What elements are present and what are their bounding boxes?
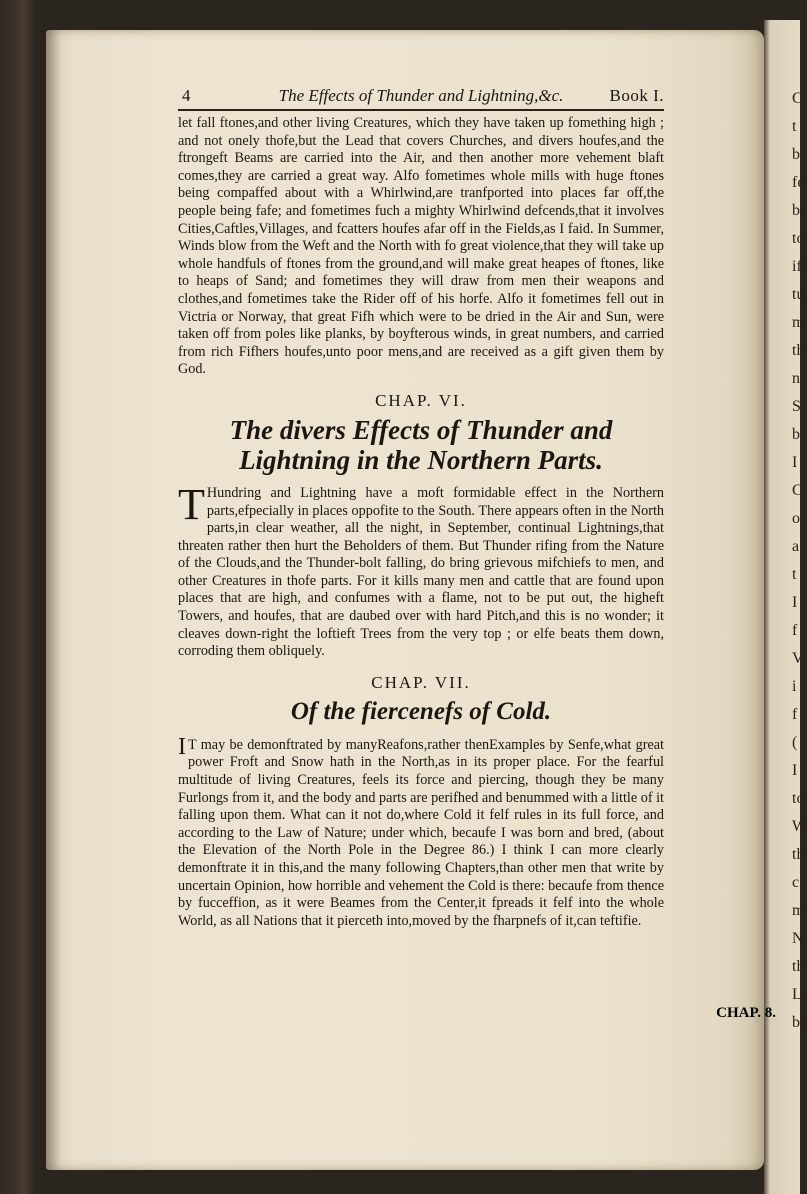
facing-page-fragment: C <box>792 90 803 107</box>
facing-page-fragment: I <box>792 762 798 779</box>
facing-page-fragment: bi <box>792 202 805 219</box>
facing-page-fragment: I <box>792 454 798 471</box>
facing-page-fragment: ( <box>792 734 798 751</box>
chapter-6-label: CHAP. VI. <box>375 390 467 410</box>
chapter-7-paragraph <box>178 733 664 931</box>
header-rule <box>178 109 664 111</box>
facing-page-fragment: N <box>792 930 804 947</box>
page-content <box>178 86 664 930</box>
facing-page-fragment: Li <box>792 986 807 1003</box>
chapter-7-body: T may be demonftrated by manyReafons,rather thenExamples by Senfe,what great power Froft and Snow hath in the North,as in its proper place. For the fearful multitude of living Creatures, feels its force and piercing, though they be many Furlongs from it, and the body and parts are perifhed and benummed with a little of it falling upon them. What can it not do,where Cold it felf rules in its full force, and according to the Law of Nature; under which, becaufe I was born and bred, (about the Elevation of the North Pole in the Degree 86.) I think I can more clearly demonftrate it in this,and the many following Chapters,than other men that write by uncertain Opinion, how horrible and vehement the Cold is there: becaufe from thence by fucceffion, as it were Beames from the Center,it fpreads it felf into the whole World, as all Nations that it pierceth into,moved by the fharpnefs of it,can teftifie. <box>178 736 664 929</box>
facing-page-fragment: ba <box>792 1014 807 1031</box>
facing-page-fragment: th <box>792 342 805 359</box>
chapter-6-body: Hundring and Lightning have a moft formidable effect in the Northern parts,efpecially in places oppofite to the South. There appears often in the North parts,in clear weather, all the night, in September, continual Lightnings,that threaten rather then hurt the Beholders of them. But Thunder rifing from the Nature of the Clouds,and the Thunder-bolt falling, do bring grievous mifchiefs to men, and other Creatures in thofe parts. For it kills many men and cattle that are found upon places that are high, and confumes with a flame, not to be put out, the higheft Towers, and houfes, that are daubed over with hard Pitch,and this is no wonder; it cleaves down-right the loftieft Trees from the very top ; or elfe beats them down, corroding them obliquely. <box>178 484 664 660</box>
facing-page-fragment: C <box>792 482 803 499</box>
facing-page-fragment: b <box>792 146 800 163</box>
facing-page-fragment: to <box>792 790 805 807</box>
chapter-6-paragraph <box>178 479 664 661</box>
facing-page-fragment: m <box>792 314 805 331</box>
chapter-7-drop-cap: I <box>178 733 186 760</box>
catchword: CHAP. 8. <box>716 1005 776 1021</box>
facing-page-fragment: th <box>792 958 805 975</box>
book-label: Book I. <box>609 86 664 105</box>
facing-page-fragment: V <box>792 650 804 667</box>
facing-page-fragment: f <box>792 622 798 639</box>
facing-page-fragment: fe <box>792 174 805 191</box>
facing-page-fragment: W <box>792 818 807 835</box>
chapter-6-drop-cap: T <box>178 479 205 529</box>
facing-page-fragment: to <box>792 230 805 247</box>
facing-page-fragment: m <box>792 902 805 919</box>
page-number: 4 <box>182 86 191 105</box>
facing-page-fragment: c <box>792 874 800 891</box>
facing-page-fragment: n <box>792 370 800 387</box>
intro-paragraph: let fall ftones,and other living Creatures, which they have taken up fomething high ; and not onely thofe,but the Lead that covers Churches, and divers houfes,and the ftrongeft Beams are carried into the Air, and then another more vehement blaft comes,they are carried a great way. Alfo fometimes whole mills with huge ftones being compaffed about with a Whirlwind,are tranfported into places far off,the people being fafe; and fometimes fuch a mighty Whirlwind defcends,that it involves Cities,Caftles,Villages, and fcatters houfes afar off in the Fields,as I faid. In Summer, Winds blow from the Weft and the North with fo great violence,that they will take up whole handfuls of ftones from the ground,and will make great heapes of ftones, like to heaps of Sand; and fometimes they will draw from men their weapons and clothes,and fometimes take the Rider off of his horfe. Alfo it fometimes fell out in Victria or Norway, that great Fifh which were to be dried in the Air and Sun, were taken off from poles like planks, by boyfterous winds, in great numbers, and carried from rich Fifhers houfes,unto poor mens,and are received as a gift given them by God. <box>178 115 664 378</box>
facing-page-fragment: f <box>792 706 798 723</box>
running-title: The Effects of Thunder and Lightning,&c. <box>278 86 564 105</box>
chapter-6-title: The divers Effects of Thunder and Lightning in the Northern Parts. <box>229 414 613 475</box>
facing-page-fragment: th <box>792 846 805 863</box>
facing-page-fragment: I <box>792 594 798 611</box>
facing-page-fragment: tu <box>792 286 805 303</box>
chapter-7-label: CHAP. VII. <box>371 672 471 692</box>
facing-page-fragment: t <box>792 118 797 135</box>
running-head <box>178 86 664 108</box>
facing-page-fragment: S <box>792 398 801 415</box>
facing-page-fragment: i <box>792 678 797 695</box>
facing-page-fragment: o <box>792 510 800 527</box>
chapter-7-title: Of the fiercenefs of Cold. <box>290 697 552 725</box>
facing-page-fragment: a <box>792 538 800 555</box>
facing-page-fragment: b <box>792 426 800 443</box>
facing-page-fragment: t <box>792 566 797 583</box>
facing-page-fragment: ift <box>792 258 807 275</box>
